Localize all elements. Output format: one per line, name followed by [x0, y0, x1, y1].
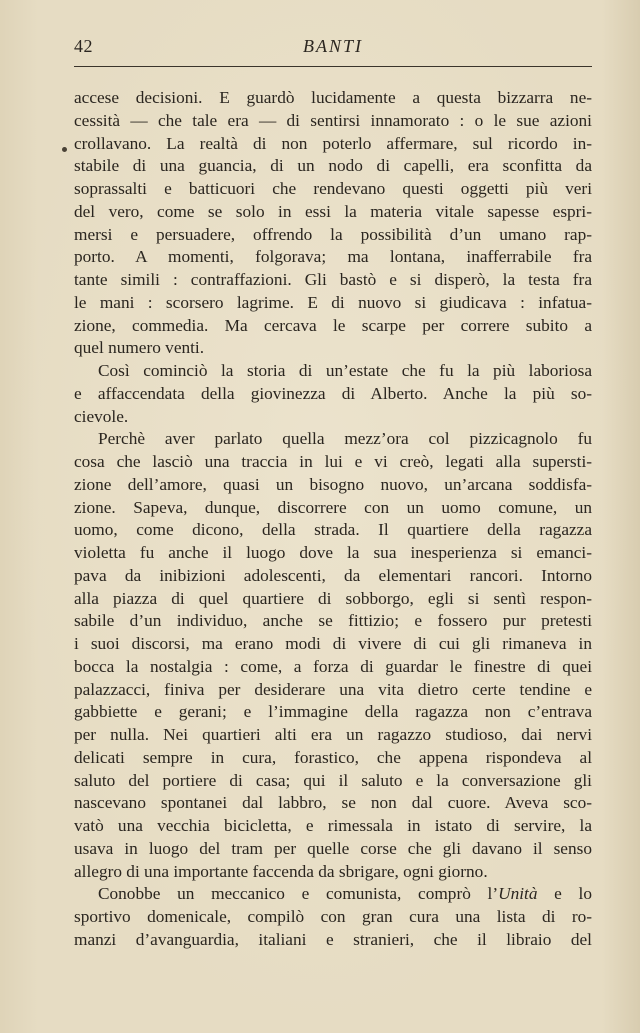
text-line: sportivo domenicale, compilò con gran cura una lista di ro-	[74, 907, 592, 926]
text-line: zione, commedia. Ma cercava le scarpe per correre subito a	[74, 315, 592, 335]
text-line: palazzacci, finiva per desiderare una vita dietro certe tendine e	[74, 679, 592, 699]
text-line: gabbiette e gerani; e l’immagine della ragazza non c’entrava	[74, 702, 592, 722]
text-line: porto. A momenti, folgorava; ma lontana, inafferrabile fra	[74, 247, 592, 267]
text-line: soprassalti e batticuori che rendevano questi oggetti più veri	[74, 179, 592, 198]
text-line: violetta fu anche il luogo dove la sua inesperienza si emanci-	[74, 543, 592, 562]
text-line: saluto del portiere di casa; qui il saluto e la conversazione gli	[74, 770, 592, 790]
text-line: bocca la nostalgia : come, a forza di guardar le finestre di quei	[74, 656, 592, 676]
header-rule	[74, 66, 592, 67]
text-line: vatò una vecchia bicicletta, e rimessala in istato di servire, la	[74, 816, 592, 835]
margin-mark	[62, 147, 67, 152]
text-line: quel numero venti.	[74, 338, 205, 358]
page-number: 42	[74, 36, 93, 56]
text-line: uomo, come dicono, della strada. Il quartiere della ragazza	[74, 520, 592, 540]
text-line: crollavano. La realtà di non poterlo affermare, sul ricordo in-	[74, 133, 592, 153]
text-line: zione dell’amore, quasi un bisogno nuovo, un’arcana soddisfa-	[74, 474, 592, 494]
text-line: alla piazza di quel quartiere di sobborgo, egli si sentì respon-	[74, 588, 592, 608]
text-line: cosa che lasciò una traccia in lui e vi creò, legati alla supersti-	[74, 452, 592, 471]
text-line: pava da inibizioni adolescenti, da elementari rancori. Intorno	[74, 565, 592, 585]
running-title: BANTI	[302, 36, 363, 56]
text-line: Conobbe un meccanico e comunista, comprò l’Unità e lo	[98, 884, 592, 904]
text-line: mersi e persuadere, offrendo la possibilità d’un umano rap-	[74, 224, 592, 244]
text-line: cessità — che tale era — di sentirsi innamorato : o le sue azioni	[74, 110, 592, 130]
running-head	[74, 34, 592, 64]
body-text	[74, 87, 592, 952]
text-line: del vero, come se solo in essi la materia vitale sapesse espri-	[74, 201, 592, 221]
text-line: tante simili : contraffazioni. Gli bastò e si disperò, la testa fra	[74, 270, 592, 289]
text-line: e affaccendata della giovinezza di Alberto. Anche la più so-	[74, 383, 592, 403]
text-line: zione. Sapeva, dunque, discorrere con un uomo comune, un	[74, 497, 592, 517]
text-line: usava in luogo del tram per quelle corse che gli davano il senso	[74, 838, 592, 858]
text-line: Così cominciò la storia di un’estate che fu la più laboriosa	[98, 361, 592, 380]
text-line: le mani : scorsero lagrime. E di nuovo si giudicava : infatua-	[74, 292, 592, 312]
text-line: delicati sempre in cura, forastico, che appena rispondeva al	[74, 747, 592, 767]
text-line: cievole.	[74, 406, 129, 426]
text-line: i suoi discorsi, ma erano modi di vivere di cui gli rimaneva in	[74, 634, 592, 653]
text-line: accese decisioni. E guardò lucidamente a questa bizzarra ne-	[74, 88, 592, 107]
text-line: manzi d’avanguardia, italiani e stranieri, che il libraio del	[74, 929, 592, 949]
text-line: nascevano spontanei dal labbro, se non dal cuore. Aveva sco-	[74, 793, 592, 813]
text-line: stabile di una guancia, di un nodo di capelli, era sconfitta da	[74, 156, 592, 176]
newspaper-title: Unità	[498, 884, 538, 904]
text-line: sabile d’un individuo, anche se fittizio; e fossero pur pretesti	[74, 611, 592, 631]
text-line: allegro di una importante faccenda da sbrigare, ogni giorno.	[74, 861, 488, 881]
text-line: Perchè aver parlato quella mezz’ora col pizzicagnolo fu	[98, 429, 592, 449]
text-line: per nulla. Nei quartieri alti era un ragazzo studioso, dai nervi	[74, 725, 592, 744]
